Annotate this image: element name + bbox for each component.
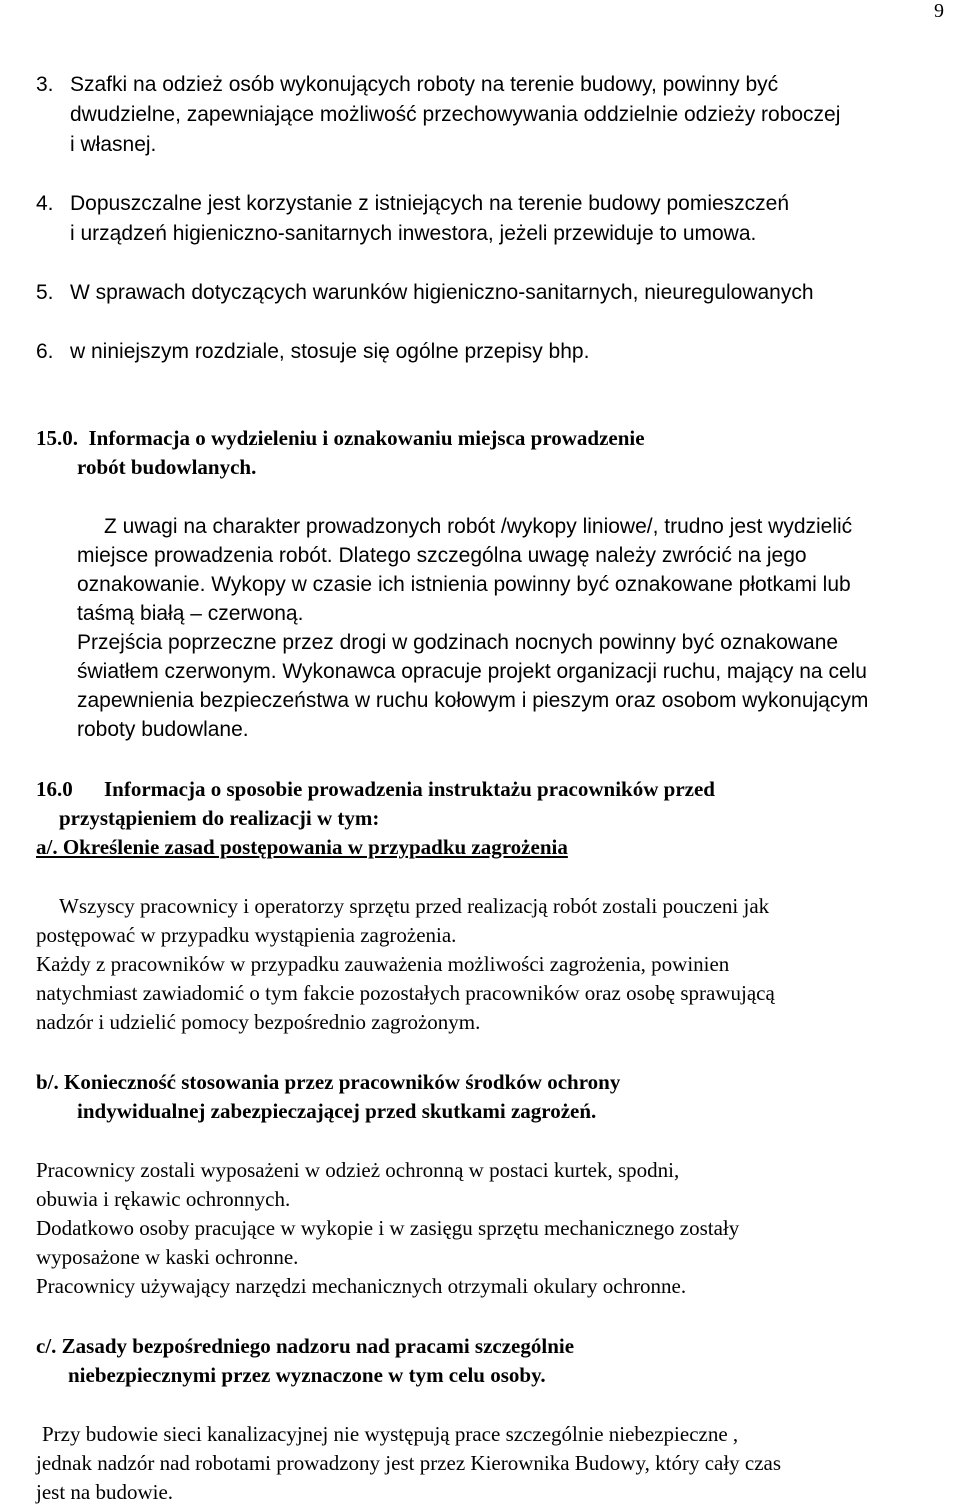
body-line: nadzór i udzielić pomocy bezpośrednio zagrożonym. xyxy=(36,1010,481,1034)
list-item-line: i własnej. xyxy=(70,133,157,156)
page-number: 9 xyxy=(934,0,944,22)
body-line: oznakowanie. Wykopy w czasie ich istnienia powinny być oznakowane płotkami lub xyxy=(77,573,851,596)
list-item-line: Dopuszczalne jest korzystanie z istniejących na terenie budowy pomieszczeń xyxy=(70,192,790,215)
body-line: Pracownicy używający narzędzi mechanicznych otrzymali okulary ochronne. xyxy=(36,1274,687,1298)
body-line: jest na budowie. xyxy=(36,1480,174,1504)
list-item-number: 4. xyxy=(36,192,54,215)
body-line: Przejścia poprzeczne przez drogi w godzinach nocnych powinny być oznakowane xyxy=(77,631,839,654)
body-line: zapewnienia bezpieczeństwa w ruchu kołowym i pieszym oraz osobom wykonującym xyxy=(77,689,869,712)
section-16-heading: Informacja o sposobie prowadzenia instruktażu pracowników przed xyxy=(104,777,715,801)
section-15-heading-cont: robót budowlanych. xyxy=(77,455,257,479)
body-line: Dodatkowo osoby pracujące w wykopie i w zasięgu sprzętu mechanicznego zostały xyxy=(36,1216,740,1240)
body-line: Każdy z pracowników w przypadku zauważenia możliwości zagrożenia, powinien xyxy=(36,952,730,976)
body-line: postępować w przypadku wystąpienia zagrożenia. xyxy=(36,923,457,947)
section-15-heading: 15.0. Informacja o wydzieleniu i oznakowaniu miejsca prowadzenie xyxy=(36,426,645,450)
subsection-c-heading-cont: niebezpiecznymi przez wyznaczone w tym celu osoby. xyxy=(68,1363,546,1387)
body-line: jednak nadzór nad robotami prowadzony jest przez Kierownika Budowy, który cały czas xyxy=(36,1451,782,1475)
list-item-line: w niniejszym rozdziale, stosuje się ogólne przepisy bhp. xyxy=(70,340,590,363)
body-line: Przy budowie sieci kanalizacyjnej nie występują prace szczególnie niebezpieczne , xyxy=(42,1422,739,1446)
section-16-number: 16.0 xyxy=(36,777,73,801)
subsection-b-heading: b/. Konieczność stosowania przez pracowników środków ochrony xyxy=(36,1070,621,1094)
body-line: Wszyscy pracownicy i operatorzy sprzętu przed realizacją robót zostali pouczeni jak xyxy=(59,894,770,918)
body-line: taśmą białą – czerwoną. xyxy=(77,602,304,625)
body-line: natychmiast zawiadomić o tym fakcie pozostałych pracowników oraz osobę sprawującą xyxy=(36,981,775,1005)
body-line: roboty budowlane. xyxy=(77,718,249,741)
list-item-line: i urządzeń higieniczno-sanitarnych inwestora, jeżeli przewiduje to umowa. xyxy=(70,222,757,245)
list-item-line: dwudzielne, zapewniające możliwość przechowywania oddzielnie odzieży roboczej xyxy=(70,103,841,126)
section-16-heading-cont: przystąpieniem do realizacji w tym: xyxy=(59,806,380,830)
body-line: światłem czerwonym. Wykonawca opracuje projekt organizacji ruchu, mający na celu xyxy=(77,660,867,683)
subsection-c-heading: c/. Zasady bezpośredniego nadzoru nad pracami szczególnie xyxy=(36,1334,575,1358)
body-line: Z uwagi na charakter prowadzonych robót /wykopy liniowe/, trudno jest wydzielić xyxy=(104,515,853,538)
list-item-number: 5. xyxy=(36,281,54,304)
list-item-number: 6. xyxy=(36,340,54,363)
subsection-a-heading: a/. Określenie zasad postępowania w przypadku zagrożenia xyxy=(36,835,568,859)
body-line: obuwia i rękawic ochronnych. xyxy=(36,1187,291,1211)
body-line: miejsce prowadzenia robót. Dlatego szczególna uwagę należy zwrócić na jego xyxy=(77,544,807,567)
body-line: Pracownicy zostali wyposażeni w odzież ochronną w postaci kurtek, spodni, xyxy=(36,1158,680,1182)
list-item-number: 3. xyxy=(36,73,54,96)
list-item-line: W sprawach dotyczących warunków higieniczno-sanitarnych, nieuregulowanych xyxy=(70,281,814,304)
subsection-b-heading-cont: indywidualnej zabezpieczającej przed skutkami zagrożeń. xyxy=(77,1099,597,1123)
body-line: wyposażone w kaski ochronne. xyxy=(36,1245,299,1269)
list-item-line: Szafki na odzież osób wykonujących roboty na terenie budowy, powinny być xyxy=(70,73,779,96)
